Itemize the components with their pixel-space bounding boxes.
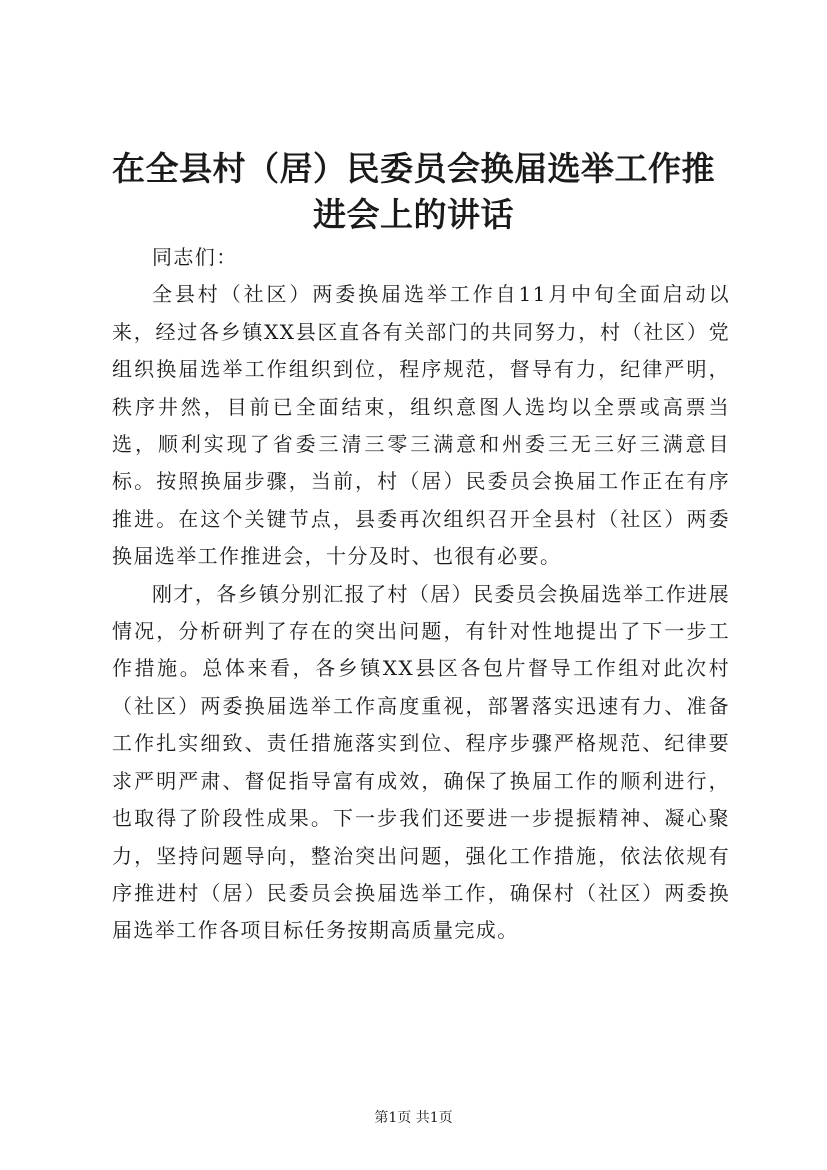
salutation: 同志们：: [152, 245, 238, 269]
document-title: 在全县村（居）民委员会换届选举工作推进会上的讲话: [112, 149, 715, 234]
body-paragraph-2: 刚才，各乡镇分别汇报了村（居）民委员会换届选举工作进展情况，分析研判了存在的突出问题，有针对性地提出了下一步工作措施。总体来看，各乡镇XX县区各包片督导工作组对此次村（社区）两委换届选举工作高度重视，部署落实迅速有力、准备工作扎实细致、责任措施落实到位、程序步骤严格规范、纪律要求严明严肃、督促指导富有成效，确保了换届工作的顺利进行，也取得了阶段性成果。下一步我们还要进一步提振精神、凝心聚力，坚持问题导向，整治突出问题，强化工作措施，依法依规有序推进村（居）民委员会换届选举工作，确保村（社区）两委换届选举工作各项目标任务按期高质量完成。: [112, 581, 730, 943]
page-footer: 第1页 共1页: [374, 1110, 453, 1126]
document-body: [112, 239, 730, 950]
body-paragraph-1: 全县村（社区）两委换届选举工作自11月中旬全面启动以来，经过各乡镇XX县区直各有关部门的共同努力，村（社区）党组织换届选举工作组织到位，程序规范，督导有力，纪律严明，秩序井然，目前已全面结束，组织意图人选均以全票或高票当选，顺利实现了省委三清三零三满意和州委三无三好三满意目标。按照换届步骤，当前，村（居）民委员会换届工作正在有序推进。在这个关键节点，县委再次组织召开全县村（社区）两委换届选举工作推进会，十分及时、也很有必要。: [112, 282, 730, 569]
